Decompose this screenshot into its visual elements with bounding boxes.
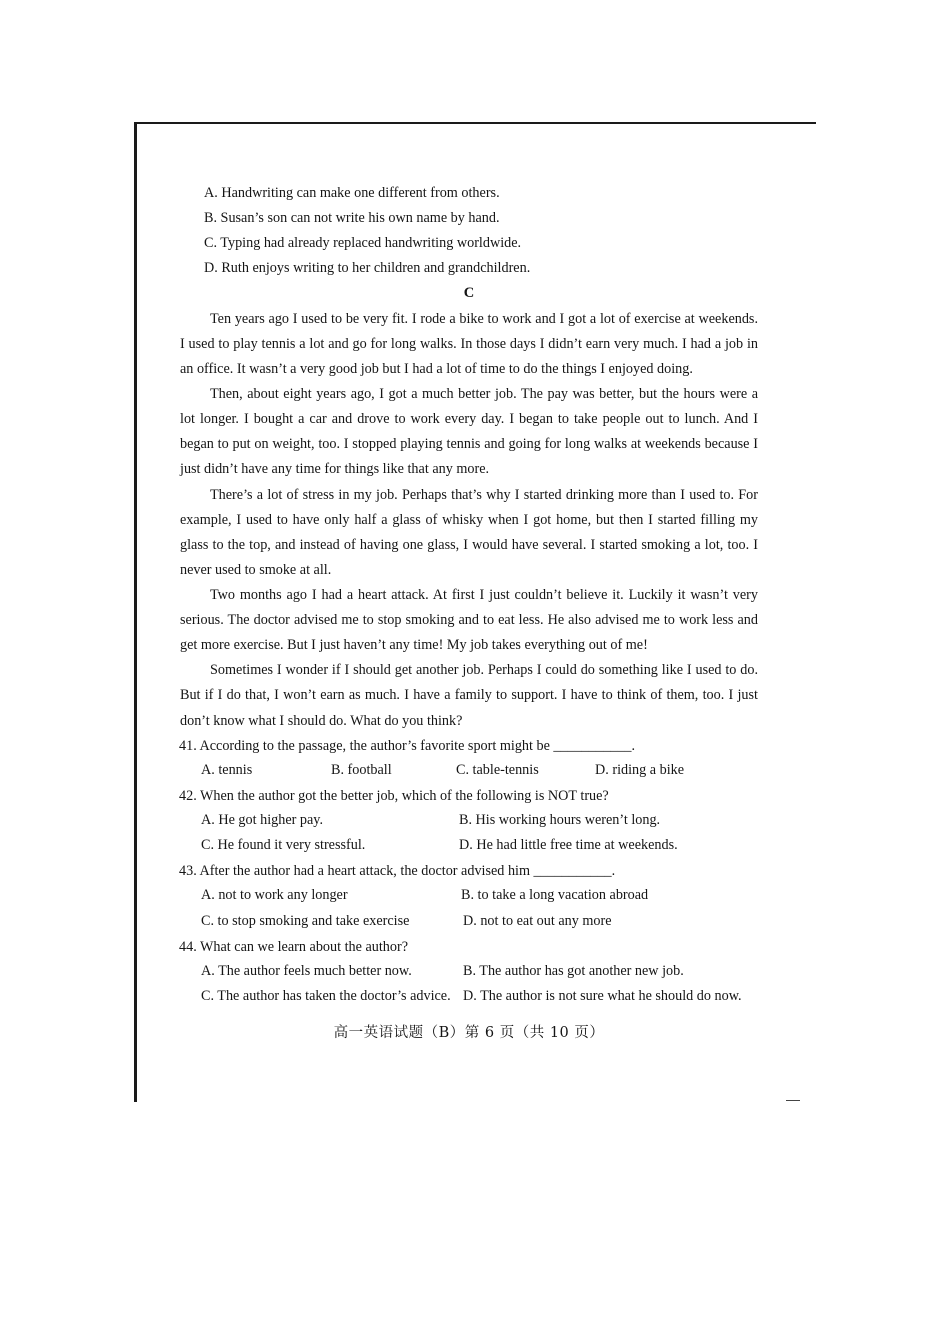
question-42-stem: 42. When the author got the better job, which of the following is NOT true? <box>179 788 609 804</box>
q42-option-a: A. He got higher pay. <box>201 812 324 828</box>
q41-option-c: C. table-tennis <box>456 762 539 778</box>
passage-line: never used to smoke at all. <box>180 562 332 578</box>
prev-option-b: B. Susan’s son can not write his own name by hand. <box>204 210 500 226</box>
question-43-stem: 43. After the author had a heart attack, the doctor advised him ___________. <box>179 863 616 879</box>
prev-option-d: D. Ruth enjoys writing to her children and grandchildren. <box>204 260 531 276</box>
q43-option-d: D. not to eat out any more <box>463 913 612 929</box>
left-border-line <box>134 122 137 1102</box>
q43-option-a: A. not to work any longer <box>201 887 348 903</box>
q42-option-b: B. His working hours weren’t long. <box>459 812 661 828</box>
prev-option-a: A. Handwriting can make one different from others. <box>204 185 500 201</box>
passage-line: But if I do that, I won’t earn as much. I have a family to support. I have to think of them, too. I just <box>180 687 758 703</box>
passage-line: get more exercise. But I just haven’t any time! My job takes everything out of me! <box>180 637 648 653</box>
scan-mark <box>786 1100 800 1101</box>
passage-line: began to put on weight, too. I stopped playing tennis and going for long walks at weekends because I <box>180 436 758 452</box>
q44-option-b: B. The author has got another new job. <box>463 963 684 979</box>
question-44-stem: 44. What can we learn about the author? <box>179 939 409 955</box>
q41-option-b: B. football <box>331 762 392 778</box>
q43-option-b: B. to take a long vacation abroad <box>461 887 649 903</box>
q42-option-c: C. He found it very stressful. <box>201 837 366 853</box>
q42-option-d: D. He had little free time at weekends. <box>459 837 678 853</box>
passage-line: Then, about eight years ago, I got a much better job. The pay was better, but the hours were a <box>210 386 758 402</box>
passage-line: serious. The doctor advised me to stop smoking and to eat less. He also advised me to work less and <box>180 612 758 628</box>
passage-line: Two months ago I had a heart attack. At first I just couldn’t believe it. Luckily it wasn’t very <box>210 587 758 603</box>
prev-option-c: C. Typing had already replaced handwriting worldwide. <box>204 235 522 251</box>
q44-option-c: C. The author has taken the doctor’s advice. <box>201 988 451 1004</box>
page-footer: 高一英语试题（B）第 6 页（共 10 页） <box>333 1025 605 1041</box>
passage-line: an office. It wasn’t a very good job but I had a lot of time to do the things I enjoyed doing. <box>180 361 693 377</box>
passage-line: Sometimes I wonder if I should get another job. Perhaps I could do something like I used to do. <box>210 662 758 678</box>
section-label: C <box>463 285 475 301</box>
passage-line: lot longer. I bought a car and drove to work every day. I began to take people out to lunch. And I <box>180 411 758 427</box>
passage-line: I used to play tennis a lot and go for long walks. In those days I didn’t earn very much. I had a job in <box>180 336 758 352</box>
passage-line: just didn’t have any time for things like that any more. <box>180 461 490 477</box>
passage-line: Ten years ago I used to be very fit. I rode a bike to work and I got a lot of exercise at weekends. <box>210 311 758 327</box>
passage-line: glass to the top, and instead of having one glass, I would have several. I started smoking a lot, too. I <box>180 537 758 553</box>
q44-option-d: D. The author is not sure what he should do now. <box>463 988 742 1004</box>
q41-option-d: D. riding a bike <box>595 762 685 778</box>
question-41-stem: 41. According to the passage, the author’s favorite sport might be ___________. <box>179 738 636 754</box>
passage-line: don’t know what I should do. What do you think? <box>180 713 463 729</box>
q44-option-a: A. The author feels much better now. <box>201 963 412 979</box>
top-border-line <box>134 122 816 124</box>
passage-line: example, I used to have only half a glass of whisky when I got home, but then I started filling my <box>180 512 758 528</box>
q43-option-c: C. to stop smoking and take exercise <box>201 913 410 929</box>
passage-line: There’s a lot of stress in my job. Perhaps that’s why I started drinking more than I used to. For <box>210 487 758 503</box>
q41-option-a: A. tennis <box>201 762 253 778</box>
